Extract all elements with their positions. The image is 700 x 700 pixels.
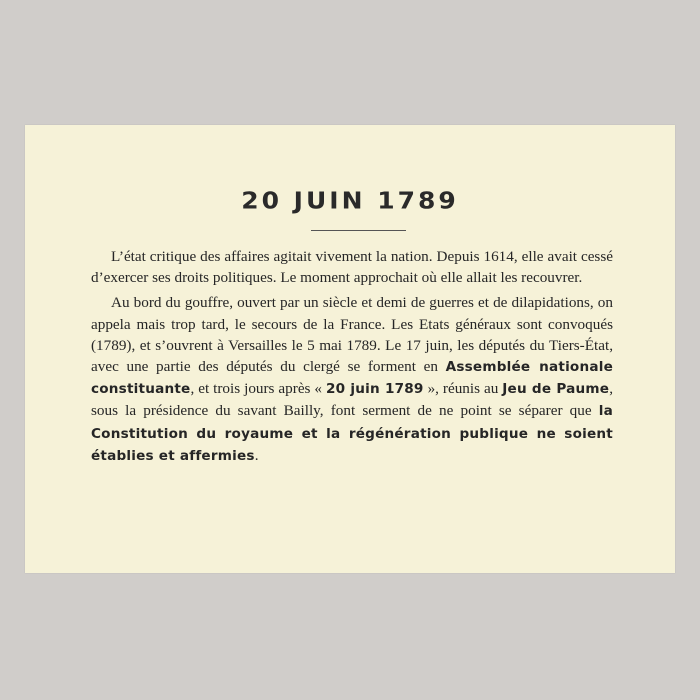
paragraph-2-bold-jeu-de-paume: Jeu de Paume bbox=[502, 381, 610, 398]
paragraph-2 bbox=[91, 292, 613, 467]
paragraph-2-bold-constitution: la Constitution du royaume et la régénération publique ne soient établies et affermies bbox=[91, 403, 613, 464]
page-title: 20 JUIN 1789 bbox=[241, 187, 459, 214]
paragraph-2-text-4: , sous la présidence du savant Bailly, font serment de ne point se séparer que bbox=[91, 380, 614, 420]
paragraph-2-text-5: . bbox=[254, 446, 259, 464]
paragraph-2-text-1: Au bord du gouffre, ouvert par un siècle et demi de guerres et de dilapidations, on appela mais trop tard, le secours de la France. Les Etats généraux sont convoqués (1789), et s’ouvrent à Versailles le 5 mai 1789. Le 17 juin, les députés du Tiers-État, avec une partie des députés du clergé se forment en bbox=[91, 294, 613, 376]
document-body bbox=[91, 246, 613, 471]
paragraph-2-text-3: », réunis au bbox=[423, 380, 503, 398]
paragraph-1: L’état critique des affaires agitait vivement la nation. Depuis 1614, elle avait cessé d’exercer ses droits politiques. Le moment approchait où elle allait les recouvrer. bbox=[91, 248, 613, 287]
paragraph-2-bold-assembly: Assemblée nationale constituante bbox=[91, 359, 613, 398]
paragraph-2-text-2: , et trois jours après « bbox=[190, 380, 326, 398]
document-card bbox=[25, 125, 675, 573]
paragraph-2-bold-date: 20 juin 1789 bbox=[325, 381, 424, 398]
title-underline-divider bbox=[311, 230, 406, 231]
